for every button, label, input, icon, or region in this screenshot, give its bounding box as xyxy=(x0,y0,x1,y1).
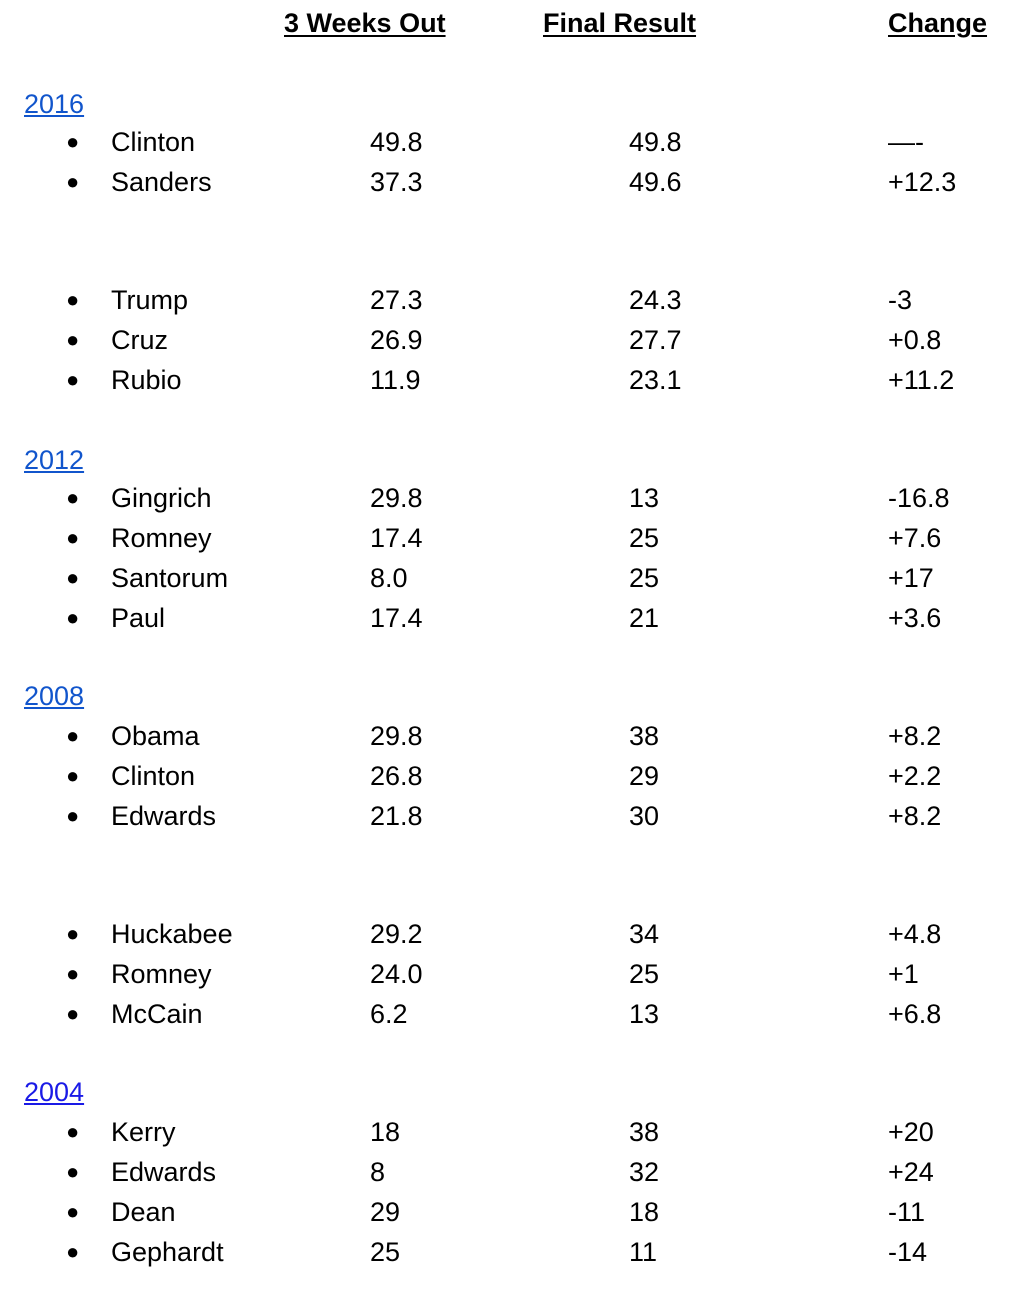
bullet-icon: ● xyxy=(66,961,80,986)
change-value: +17 xyxy=(888,563,934,593)
weeks-out-value: 37.3 xyxy=(370,167,423,197)
candidate-row xyxy=(0,284,1036,324)
weeks-out-value: 8.0 xyxy=(370,563,408,593)
change-value: +11.2 xyxy=(888,365,955,395)
candidate-row xyxy=(0,918,1036,958)
year-link-2012[interactable]: 2012 xyxy=(24,445,85,475)
weeks-out-value: 26.8 xyxy=(370,761,423,791)
final-result-value: 25 xyxy=(629,563,660,593)
candidate-name: Edwards xyxy=(111,801,217,831)
header-final-result: Final Result xyxy=(543,8,697,38)
candidate-row xyxy=(0,522,1036,562)
change-value: -11 xyxy=(888,1197,926,1227)
bullet-icon: ● xyxy=(66,803,80,828)
year-link-2016[interactable]: 2016 xyxy=(24,89,85,119)
candidate-row xyxy=(0,720,1036,760)
year-link-2004[interactable]: 2004 xyxy=(24,1077,85,1107)
change-value: +1 xyxy=(888,959,919,989)
candidate-row xyxy=(0,482,1036,522)
candidate-row xyxy=(0,760,1036,800)
weeks-out-value: 24.0 xyxy=(370,959,423,989)
bullet-icon: ● xyxy=(66,287,80,312)
candidate-row xyxy=(0,1236,1036,1276)
candidate-row xyxy=(0,562,1036,602)
candidate-name: Santorum xyxy=(111,563,229,593)
candidate-name: Gephardt xyxy=(111,1237,224,1267)
final-result-value: 25 xyxy=(629,523,660,553)
change-value: +8.2 xyxy=(888,721,942,751)
bullet-icon: ● xyxy=(66,327,80,352)
bullet-icon: ● xyxy=(66,367,80,392)
candidate-name: McCain xyxy=(111,999,203,1029)
candidate-name: Kerry xyxy=(111,1117,176,1147)
candidate-name: Obama xyxy=(111,721,200,751)
candidate-name: Romney xyxy=(111,959,212,989)
weeks-out-value: 29.8 xyxy=(370,483,423,513)
bullet-icon: ● xyxy=(66,565,80,590)
weeks-out-value: 21.8 xyxy=(370,801,423,831)
final-result-value: 49.6 xyxy=(629,167,682,197)
weeks-out-value: 29.2 xyxy=(370,919,423,949)
weeks-out-value: 17.4 xyxy=(370,523,423,553)
candidate-row xyxy=(0,602,1036,642)
change-value: -3 xyxy=(888,285,913,315)
final-result-value: 29 xyxy=(629,761,660,791)
weeks-out-value: 49.8 xyxy=(370,127,423,157)
candidate-row xyxy=(0,1196,1036,1236)
change-value: +3.6 xyxy=(888,603,942,633)
bullet-icon: ● xyxy=(66,921,80,946)
change-value: -14 xyxy=(888,1237,928,1267)
candidate-name: Huckabee xyxy=(111,919,233,949)
change-value: +7.6 xyxy=(888,523,942,553)
bullet-icon: ● xyxy=(66,1239,80,1264)
change-value: +2.2 xyxy=(888,761,942,791)
change-value: —- xyxy=(888,127,924,157)
candidate-row xyxy=(0,1116,1036,1156)
bullet-icon: ● xyxy=(66,169,80,194)
final-result-value: 34 xyxy=(629,919,660,949)
header-change: Change xyxy=(888,8,988,38)
candidate-name: Clinton xyxy=(111,761,196,791)
candidate-row xyxy=(0,1156,1036,1196)
final-result-value: 23.1 xyxy=(629,365,682,395)
candidate-row xyxy=(0,166,1036,206)
candidate-name: Romney xyxy=(111,523,212,553)
candidate-name: Paul xyxy=(111,603,166,633)
candidate-name: Edwards xyxy=(111,1157,217,1187)
candidate-name: Trump xyxy=(111,285,189,315)
change-value: +0.8 xyxy=(888,325,942,355)
bullet-icon: ● xyxy=(66,525,80,550)
bullet-icon: ● xyxy=(66,129,80,154)
candidate-row xyxy=(0,800,1036,840)
candidate-name: Gingrich xyxy=(111,483,212,513)
weeks-out-value: 18 xyxy=(370,1117,401,1147)
candidate-name: Dean xyxy=(111,1197,176,1227)
weeks-out-value: 25 xyxy=(370,1237,401,1267)
final-result-value: 25 xyxy=(629,959,660,989)
weeks-out-value: 11.9 xyxy=(370,365,421,395)
candidate-row xyxy=(0,958,1036,998)
bullet-icon: ● xyxy=(66,1159,80,1184)
change-value: +12.3 xyxy=(888,167,957,197)
candidate-name: Cruz xyxy=(111,325,169,355)
weeks-out-value: 8 xyxy=(370,1157,386,1187)
candidate-row xyxy=(0,998,1036,1038)
candidate-name: Sanders xyxy=(111,167,212,197)
candidate-name: Clinton xyxy=(111,127,196,157)
final-result-value: 13 xyxy=(629,999,660,1029)
final-result-value: 13 xyxy=(629,483,660,513)
year-link-2008[interactable]: 2008 xyxy=(24,681,85,711)
change-value: +4.8 xyxy=(888,919,942,949)
candidate-row xyxy=(0,364,1036,404)
final-result-value: 24.3 xyxy=(629,285,682,315)
candidate-row xyxy=(0,126,1036,166)
final-result-value: 11 xyxy=(629,1237,658,1267)
final-result-value: 32 xyxy=(629,1157,660,1187)
weeks-out-value: 26.9 xyxy=(370,325,423,355)
candidate-row xyxy=(0,324,1036,364)
final-result-value: 38 xyxy=(629,721,660,751)
final-result-value: 21 xyxy=(629,603,660,633)
weeks-out-value: 17.4 xyxy=(370,603,423,633)
change-value: +8.2 xyxy=(888,801,942,831)
bullet-icon: ● xyxy=(66,605,80,630)
weeks-out-value: 29 xyxy=(370,1197,401,1227)
bullet-icon: ● xyxy=(66,763,80,788)
weeks-out-value: 27.3 xyxy=(370,285,423,315)
candidate-name: Rubio xyxy=(111,365,182,395)
final-result-value: 38 xyxy=(629,1117,660,1147)
header-3-weeks-out: 3 Weeks Out xyxy=(284,8,446,38)
bullet-icon: ● xyxy=(66,485,80,510)
weeks-out-value: 29.8 xyxy=(370,721,423,751)
change-value: +20 xyxy=(888,1117,934,1147)
final-result-value: 49.8 xyxy=(629,127,682,157)
change-value: +24 xyxy=(888,1157,934,1187)
bullet-icon: ● xyxy=(66,1001,80,1026)
change-value: -16.8 xyxy=(888,483,950,513)
change-value: +6.8 xyxy=(888,999,942,1029)
bullet-icon: ● xyxy=(66,1199,80,1224)
final-result-value: 18 xyxy=(629,1197,660,1227)
final-result-value: 27.7 xyxy=(629,325,682,355)
bullet-icon: ● xyxy=(66,1119,80,1144)
weeks-out-value: 6.2 xyxy=(370,999,408,1029)
final-result-value: 30 xyxy=(629,801,660,831)
bullet-icon: ● xyxy=(66,723,80,748)
